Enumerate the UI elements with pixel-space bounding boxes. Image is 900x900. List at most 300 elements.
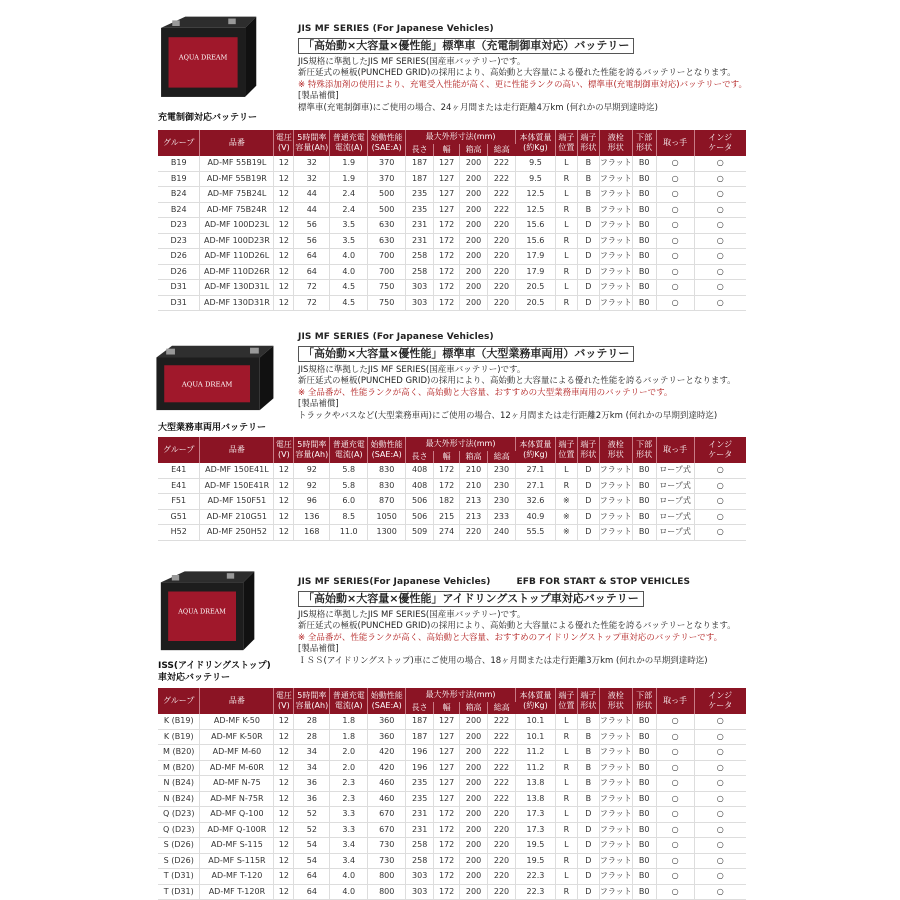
cell-length: 231 xyxy=(406,218,434,234)
cell-handle: ○ xyxy=(656,714,694,729)
cell-cap: フラット xyxy=(599,745,632,761)
cell-capacity: 44 xyxy=(294,187,330,203)
cell-width: 127 xyxy=(434,729,460,745)
cell-indicator: ○ xyxy=(694,525,746,541)
cell-terminal: R xyxy=(555,884,577,900)
table-row xyxy=(158,187,746,203)
cell-group: B19 xyxy=(158,171,200,187)
cell-terminal-shape: D xyxy=(577,463,599,478)
cell-total-height: 220 xyxy=(488,807,516,823)
cell-group: H52 xyxy=(158,525,200,541)
cell-indicator: ○ xyxy=(694,822,746,838)
cell-terminal: L xyxy=(555,776,577,792)
tagline: 「高始動×大容量×優性能」アイドリングストップ車対応バッテリー xyxy=(298,591,644,607)
cell-voltage: 12 xyxy=(274,714,294,729)
cell-capacity: 56 xyxy=(294,233,330,249)
th-width: 幅 xyxy=(434,702,460,714)
spec-table-2 xyxy=(158,437,746,541)
battery-logo-3: AQUA DREAM xyxy=(178,607,226,616)
desc-line: 新圧延式の極板(PUNCHED GRID)の採用により、高始動と大容量による優れた性能を誇るバッテリーとなります。 xyxy=(298,68,736,78)
cell-weight: 19.5 xyxy=(516,838,556,854)
cell-capacity: 28 xyxy=(294,729,330,745)
section-caption-2: 車対応バッテリー xyxy=(158,673,231,683)
cell-cca: 670 xyxy=(368,822,406,838)
cell-voltage: 12 xyxy=(274,884,294,900)
cell-voltage: 12 xyxy=(274,171,294,187)
table-row xyxy=(158,791,746,807)
cell-handle: ○ xyxy=(656,869,694,885)
cell-total-height: 222 xyxy=(488,156,516,171)
cell-group: B19 xyxy=(158,156,200,171)
cell-terminal-shape: D xyxy=(577,509,599,525)
cell-box-height: 213 xyxy=(460,494,488,510)
cell-terminal-shape: B xyxy=(577,714,599,729)
cell-length: 303 xyxy=(406,280,434,296)
cell-bottom: B0 xyxy=(632,249,656,265)
cell-bottom: B0 xyxy=(632,714,656,729)
cell-cca: 370 xyxy=(368,156,406,171)
table-row xyxy=(158,884,746,900)
cell-group: D26 xyxy=(158,249,200,265)
cell-width: 172 xyxy=(434,822,460,838)
cell-terminal: L xyxy=(555,838,577,854)
cell-bottom: B0 xyxy=(632,807,656,823)
cell-total-height: 230 xyxy=(488,463,516,478)
cell-cap: フラット xyxy=(599,218,632,234)
cell-indicator: ○ xyxy=(694,295,746,311)
cell-charge: 2.0 xyxy=(330,760,368,776)
cell-voltage: 12 xyxy=(274,853,294,869)
cell-cca: 420 xyxy=(368,745,406,761)
cell-terminal-shape: B xyxy=(577,776,599,792)
cell-terminal-shape: D xyxy=(577,218,599,234)
cell-width: 127 xyxy=(434,202,460,218)
cell-charge: 3.4 xyxy=(330,838,368,854)
cell-model: AD-MF 150F51 xyxy=(200,494,274,510)
cell-cap: フラット xyxy=(599,280,632,296)
cell-cca: 420 xyxy=(368,760,406,776)
cell-box-height: 200 xyxy=(460,264,488,280)
cell-terminal: L xyxy=(555,745,577,761)
cell-cap: フラット xyxy=(599,807,632,823)
cell-cca: 360 xyxy=(368,714,406,729)
cell-terminal: L xyxy=(555,869,577,885)
cell-terminal: R xyxy=(555,233,577,249)
cell-capacity: 52 xyxy=(294,807,330,823)
cell-cap: フラット xyxy=(599,525,632,541)
cell-terminal-shape: B xyxy=(577,156,599,171)
cell-terminal-shape: D xyxy=(577,525,599,541)
table-row xyxy=(158,776,746,792)
series-title: JIS MF SERIES(For Japanese Vehicles) EFB FOR START & STOP VEHICLES xyxy=(298,577,691,587)
cell-charge: 2.4 xyxy=(330,202,368,218)
battery-image-3 xyxy=(148,560,258,656)
cell-terminal: R xyxy=(555,295,577,311)
cell-indicator: ○ xyxy=(694,807,746,823)
cell-handle: ○ xyxy=(656,218,694,234)
cell-bottom: B0 xyxy=(632,745,656,761)
cell-group: S (D26) xyxy=(158,838,200,854)
cell-box-height: 210 xyxy=(460,463,488,478)
cell-cap: フラット xyxy=(599,494,632,510)
cell-total-height: 220 xyxy=(488,249,516,265)
cell-cap: フラット xyxy=(599,249,632,265)
th-cca: 始動性能 (SAE:A) xyxy=(368,437,406,463)
cell-model: AD-MF 130D31R xyxy=(200,295,274,311)
cell-handle: ○ xyxy=(656,791,694,807)
cell-box-height: 200 xyxy=(460,869,488,885)
cell-box-height: 200 xyxy=(460,838,488,854)
cell-total-height: 220 xyxy=(488,280,516,296)
cell-indicator: ○ xyxy=(694,494,746,510)
cell-indicator: ○ xyxy=(694,776,746,792)
cell-bottom: B0 xyxy=(632,295,656,311)
cell-voltage: 12 xyxy=(274,869,294,885)
cell-handle: ○ xyxy=(656,745,694,761)
cell-weight: 11.2 xyxy=(516,760,556,776)
cell-group: K (B19) xyxy=(158,714,200,729)
table-row xyxy=(158,525,746,541)
cell-voltage: 12 xyxy=(274,525,294,541)
cell-weight: 9.5 xyxy=(516,156,556,171)
th-length: 長さ xyxy=(406,144,434,156)
cell-handle: ロープ式 xyxy=(656,509,694,525)
cell-cap: フラット xyxy=(599,884,632,900)
cell-indicator: ○ xyxy=(694,187,746,203)
cell-handle: ○ xyxy=(656,295,694,311)
cell-capacity: 72 xyxy=(294,280,330,296)
table-row xyxy=(158,869,746,885)
cell-length: 303 xyxy=(406,884,434,900)
cell-group: E41 xyxy=(158,463,200,478)
cell-charge: 1.9 xyxy=(330,156,368,171)
cell-length: 235 xyxy=(406,202,434,218)
cell-weight: 13.8 xyxy=(516,791,556,807)
cell-width: 172 xyxy=(434,249,460,265)
cell-cca: 830 xyxy=(368,463,406,478)
table-row xyxy=(158,745,746,761)
cell-terminal: ※ xyxy=(555,525,577,541)
cell-width: 127 xyxy=(434,187,460,203)
spec-table-3 xyxy=(158,688,746,900)
cell-terminal: R xyxy=(555,791,577,807)
battery-image-2 xyxy=(148,336,276,414)
cell-width: 127 xyxy=(434,745,460,761)
cell-length: 303 xyxy=(406,869,434,885)
cell-handle: ロープ式 xyxy=(656,525,694,541)
cell-length: 187 xyxy=(406,714,434,729)
th-width: 幅 xyxy=(434,144,460,156)
th-total-height: 総高 xyxy=(488,702,516,714)
cell-indicator: ○ xyxy=(694,156,746,171)
cell-cap: フラット xyxy=(599,760,632,776)
cell-group: N (B24) xyxy=(158,791,200,807)
th-indicator: インジ ケータ xyxy=(694,130,746,156)
cell-weight: 22.3 xyxy=(516,869,556,885)
cell-handle: ○ xyxy=(656,822,694,838)
cell-cca: 500 xyxy=(368,187,406,203)
cell-terminal-shape: D xyxy=(577,233,599,249)
cell-voltage: 12 xyxy=(274,509,294,525)
cell-bottom: B0 xyxy=(632,525,656,541)
cell-model: AD-MF 100D23R xyxy=(200,233,274,249)
cell-voltage: 12 xyxy=(274,494,294,510)
cell-cca: 630 xyxy=(368,218,406,234)
cell-terminal: L xyxy=(555,280,577,296)
cell-terminal: R xyxy=(555,729,577,745)
cell-bottom: B0 xyxy=(632,187,656,203)
cell-capacity: 92 xyxy=(294,463,330,478)
cell-cca: 750 xyxy=(368,280,406,296)
th-total-height: 総高 xyxy=(488,451,516,463)
cell-cap: フラット xyxy=(599,463,632,478)
cell-total-height: 220 xyxy=(488,264,516,280)
table-row xyxy=(158,218,746,234)
cell-model: AD-MF Q-100 xyxy=(200,807,274,823)
cell-cap: フラット xyxy=(599,171,632,187)
table-row xyxy=(158,838,746,854)
desc-line: 新圧延式の極板(PUNCHED GRID)の採用により、高始動と大容量による優れた性能を誇るバッテリーとなります。 xyxy=(298,376,736,386)
cell-terminal-shape: B xyxy=(577,187,599,203)
cell-group: Q (D23) xyxy=(158,822,200,838)
cell-bottom: B0 xyxy=(632,218,656,234)
cell-width: 127 xyxy=(434,776,460,792)
cell-box-height: 200 xyxy=(460,280,488,296)
th-cap: 液栓 形状 xyxy=(599,437,632,463)
th-weight: 本体質量 (約Kg) xyxy=(515,437,555,463)
cell-width: 182 xyxy=(434,494,460,510)
cell-width: 127 xyxy=(434,791,460,807)
th-group: グループ xyxy=(158,130,200,156)
cell-charge: 3.5 xyxy=(330,233,368,249)
cell-box-height: 200 xyxy=(460,714,488,729)
cell-length: 235 xyxy=(406,776,434,792)
cell-cca: 800 xyxy=(368,869,406,885)
th-charge: 普通充電 電流(A) xyxy=(330,688,368,714)
cell-voltage: 12 xyxy=(274,156,294,171)
cell-voltage: 12 xyxy=(274,264,294,280)
warranty-text: トラックやバスなど(大型業務車両)にご使用の場合、12ヶ月間または走行距離2万km (何れかの早期到達時迄) xyxy=(298,410,718,421)
cell-model: AD-MF 55B19R xyxy=(200,171,274,187)
cell-charge: 1.8 xyxy=(330,714,368,729)
cell-cca: 730 xyxy=(368,838,406,854)
cell-group: D31 xyxy=(158,295,200,311)
cell-length: 258 xyxy=(406,853,434,869)
th-model: 品番 xyxy=(200,130,274,156)
cell-handle: ○ xyxy=(656,156,694,171)
cell-weight: 22.3 xyxy=(516,884,556,900)
cell-capacity: 28 xyxy=(294,714,330,729)
cell-length: 231 xyxy=(406,233,434,249)
cell-total-height: 220 xyxy=(488,853,516,869)
cell-length: 231 xyxy=(406,822,434,838)
th-bottom: 下部 形状 xyxy=(632,688,656,714)
table-row xyxy=(158,760,746,776)
cell-handle: ロープ式 xyxy=(656,463,694,478)
cell-capacity: 96 xyxy=(294,494,330,510)
cell-weight: 20.5 xyxy=(516,280,556,296)
cell-model: AD-MF 55B19L xyxy=(200,156,274,171)
cell-cca: 700 xyxy=(368,249,406,265)
cell-terminal-shape: D xyxy=(577,838,599,854)
warranty-heading: [製品補償] xyxy=(298,399,339,409)
cell-terminal-shape: D xyxy=(577,807,599,823)
cell-length: 235 xyxy=(406,791,434,807)
cell-terminal-shape: B xyxy=(577,202,599,218)
cell-handle: ○ xyxy=(656,729,694,745)
cell-bottom: B0 xyxy=(632,791,656,807)
section-caption: 大型業務車両用バッテリー xyxy=(158,423,267,433)
cell-bottom: B0 xyxy=(632,171,656,187)
cell-indicator: ○ xyxy=(694,791,746,807)
cell-weight: 12.5 xyxy=(516,187,556,203)
cell-capacity: 56 xyxy=(294,218,330,234)
cell-capacity: 36 xyxy=(294,776,330,792)
th-cca: 始動性能 (SAE:A) xyxy=(368,688,406,714)
cell-length: 258 xyxy=(406,838,434,854)
cell-handle: ○ xyxy=(656,838,694,854)
tagline: 「高始動×大容量×優性能」標準車（大型業務車両用）バッテリー xyxy=(298,346,634,362)
th-charge: 普通充電 電流(A) xyxy=(330,130,368,156)
cell-length: 509 xyxy=(406,525,434,541)
cell-voltage: 12 xyxy=(274,791,294,807)
cell-terminal-shape: D xyxy=(577,249,599,265)
cell-terminal-shape: D xyxy=(577,280,599,296)
cell-width: 172 xyxy=(434,869,460,885)
table-row xyxy=(158,729,746,745)
cell-capacity: 92 xyxy=(294,478,330,494)
cell-weight: 55.5 xyxy=(515,525,555,541)
cell-group: D26 xyxy=(158,264,200,280)
cell-weight: 32.6 xyxy=(515,494,555,510)
cell-cca: 460 xyxy=(368,791,406,807)
cell-terminal: R xyxy=(555,478,577,494)
cell-handle: ○ xyxy=(656,884,694,900)
cell-capacity: 54 xyxy=(294,853,330,869)
cell-terminal-shape: B xyxy=(577,791,599,807)
table-row xyxy=(158,494,746,510)
cell-bottom: B0 xyxy=(632,729,656,745)
cell-handle: ○ xyxy=(656,776,694,792)
cell-bottom: B0 xyxy=(632,509,656,525)
cell-charge: 4.0 xyxy=(330,869,368,885)
cell-model: AD-MF Q-100R xyxy=(200,822,274,838)
table-row xyxy=(158,171,746,187)
cell-voltage: 12 xyxy=(274,776,294,792)
cell-charge: 4.0 xyxy=(330,249,368,265)
cell-charge: 4.5 xyxy=(330,295,368,311)
th-charge: 普通充電 電流(A) xyxy=(330,437,368,463)
cell-indicator: ○ xyxy=(694,171,746,187)
th-cap: 液栓 形状 xyxy=(599,130,632,156)
cell-width: 215 xyxy=(434,509,460,525)
cell-handle: ○ xyxy=(656,187,694,203)
cell-capacity: 32 xyxy=(294,171,330,187)
cell-width: 172 xyxy=(434,264,460,280)
th-voltage: 電圧 (V) xyxy=(274,437,294,463)
table-row xyxy=(158,202,746,218)
table-row xyxy=(158,853,746,869)
cell-capacity: 36 xyxy=(294,791,330,807)
section-info xyxy=(298,24,858,114)
cell-terminal: L xyxy=(555,807,577,823)
cell-group: T (D31) xyxy=(158,884,200,900)
table-row xyxy=(158,822,746,838)
cell-width: 172 xyxy=(434,807,460,823)
th-voltage: 電圧 (V) xyxy=(274,130,294,156)
th-box-height: 箱高 xyxy=(460,451,488,463)
cell-handle: ○ xyxy=(656,171,694,187)
table-row xyxy=(158,156,746,171)
cell-total-height: 220 xyxy=(488,869,516,885)
section-info xyxy=(298,332,858,422)
cell-total-height: 222 xyxy=(488,760,516,776)
th-total-height: 総高 xyxy=(488,144,516,156)
cell-group: D23 xyxy=(158,218,200,234)
cell-bottom: B0 xyxy=(632,233,656,249)
table-row xyxy=(158,463,746,478)
cell-cap: フラット xyxy=(599,853,632,869)
cell-terminal-shape: D xyxy=(577,884,599,900)
cell-length: 408 xyxy=(406,478,434,494)
table-row xyxy=(158,264,746,280)
cell-box-height: 200 xyxy=(460,729,488,745)
cell-group: M (B20) xyxy=(158,745,200,761)
warranty-text: 標準車(充電制御車)にご使用の場合、24ヶ月間または走行距離4万km (何れかの早期到達時迄) xyxy=(298,102,658,113)
cell-indicator: ○ xyxy=(694,714,746,729)
cell-model: AD-MF 150E41R xyxy=(200,478,274,494)
cell-total-height: 220 xyxy=(488,218,516,234)
cell-voltage: 12 xyxy=(274,187,294,203)
cell-model: AD-MF 110D26L xyxy=(200,249,274,265)
cell-cap: フラット xyxy=(599,509,632,525)
cell-model: AD-MF 75B24L xyxy=(200,187,274,203)
cell-total-height: 230 xyxy=(488,494,516,510)
cell-bottom: B0 xyxy=(632,264,656,280)
th-capacity: 5時間率 容量(Ah) xyxy=(294,437,330,463)
th-indicator: インジ ケータ xyxy=(694,437,746,463)
cell-weight: 17.3 xyxy=(516,822,556,838)
cell-voltage: 12 xyxy=(274,478,294,494)
cell-charge: 3.5 xyxy=(330,218,368,234)
cell-model: AD-MF 130D31L xyxy=(200,280,274,296)
cell-width: 172 xyxy=(434,463,460,478)
cell-group: D23 xyxy=(158,233,200,249)
cell-capacity: 34 xyxy=(294,760,330,776)
cell-cap: フラット xyxy=(599,264,632,280)
table-row xyxy=(158,233,746,249)
cell-indicator: ○ xyxy=(694,233,746,249)
cell-length: 187 xyxy=(406,729,434,745)
cell-width: 127 xyxy=(434,714,460,729)
cell-charge: 2.0 xyxy=(330,745,368,761)
cell-weight: 17.9 xyxy=(516,264,556,280)
cell-capacity: 52 xyxy=(294,822,330,838)
th-box-height: 箱高 xyxy=(460,702,488,714)
cell-terminal: L xyxy=(555,156,577,171)
cell-terminal-shape: B xyxy=(577,729,599,745)
cell-terminal-shape: D xyxy=(577,295,599,311)
cell-weight: 9.5 xyxy=(516,171,556,187)
cell-voltage: 12 xyxy=(274,202,294,218)
th-voltage: 電圧 (V) xyxy=(274,688,294,714)
cell-capacity: 64 xyxy=(294,249,330,265)
cell-weight: 27.1 xyxy=(515,478,555,494)
cell-terminal: L xyxy=(555,187,577,203)
cell-width: 274 xyxy=(434,525,460,541)
th-capacity: 5時間率 容量(Ah) xyxy=(294,688,330,714)
cell-charge: 8.5 xyxy=(330,509,368,525)
